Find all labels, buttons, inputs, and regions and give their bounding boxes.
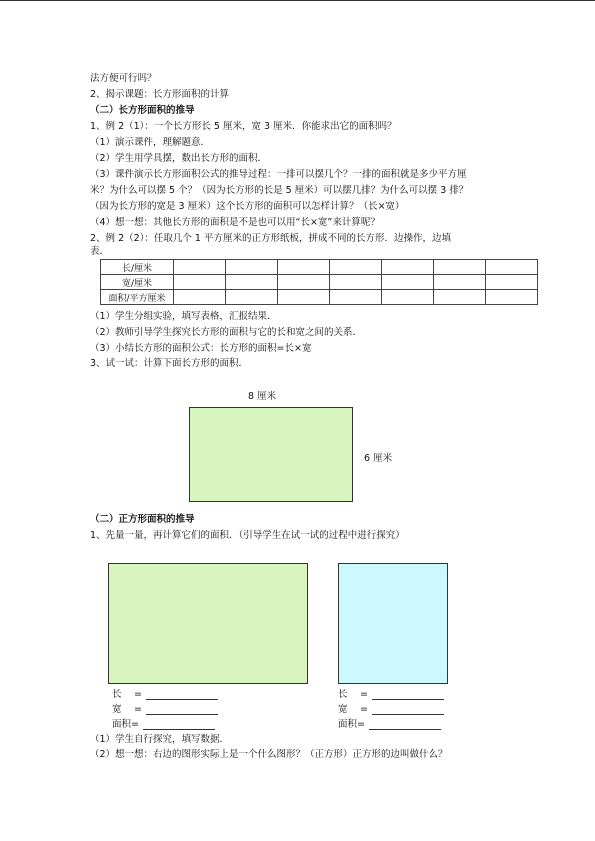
section-heading: （二）正方形面积的推导: [90, 514, 195, 525]
text-line: 法方便可行吗？: [90, 73, 157, 84]
blank-line[interactable]: [369, 719, 441, 730]
text-line: （2）学生用学具摆，数出长方形的面积．: [90, 153, 268, 164]
table-cell[interactable]: [486, 260, 538, 275]
table-cell[interactable]: [382, 290, 434, 305]
top-rule: [0, 0, 595, 1]
field-label: 宽 =: [112, 704, 142, 715]
table-cell[interactable]: [174, 290, 226, 305]
text-line: （2）教师引导学生探究长方形的面积与它的长和宽之间的关系．: [90, 327, 363, 338]
table-cell[interactable]: [174, 260, 226, 275]
rect-width-label: 6 厘米: [364, 453, 393, 464]
text-line: （3）课件演示长方形面积公式的推导过程：一排可以摆几个？一排的面积就是多少平方厘: [90, 169, 467, 180]
blank-line[interactable]: [143, 719, 215, 730]
blank-line[interactable]: [372, 689, 444, 700]
length-field-right: [338, 686, 444, 700]
text-line: 米？为什么可以摆 5 个？（因为长方形的长是 5 厘米）可以摆几排？为什么可以摆 3 排？: [90, 185, 469, 196]
text-line: （因为长方形的宽是 3 厘米）这个长方形的面积可以怎样计算？（长×宽）: [90, 201, 405, 212]
blank-line[interactable]: [146, 704, 218, 715]
table-cell[interactable]: [382, 260, 434, 275]
table-row: [101, 275, 538, 290]
text-line: 2、揭示课题：长方形面积的计算: [90, 89, 230, 100]
table-cell[interactable]: [226, 290, 278, 305]
table-cell[interactable]: [434, 260, 486, 275]
row-header: 宽/厘米: [101, 275, 174, 290]
text-line: 表．: [90, 246, 110, 257]
text-line: 3、试一试：计算下面长方形的面积．: [90, 358, 249, 369]
rectangle-figure: [189, 407, 353, 502]
blank-line[interactable]: [146, 689, 218, 700]
text-line: 1、例 2（1）：一个长方形长 5 厘米，宽 3 厘米．你能求出它的面积吗？: [90, 121, 397, 132]
row-header: 面积/平方厘米: [101, 290, 174, 305]
table-cell[interactable]: [486, 275, 538, 290]
table-cell[interactable]: [330, 290, 382, 305]
row-header: 长/厘米: [101, 260, 174, 275]
table-cell[interactable]: [382, 275, 434, 290]
table-row: [101, 260, 538, 275]
text-line: （2）想一想：右边的图形实际上是一个什么图形？（正方形）正方形的边叫做什么？: [90, 749, 448, 760]
data-table: [100, 259, 538, 305]
text-line: （1）学生分组实验，填写表格，汇报结果．: [90, 311, 277, 322]
left-rectangle-figure: [108, 563, 308, 684]
table-cell[interactable]: [330, 260, 382, 275]
length-field-left: [112, 686, 218, 700]
table-cell[interactable]: [434, 275, 486, 290]
table-cell[interactable]: [226, 275, 278, 290]
table-cell[interactable]: [486, 290, 538, 305]
field-label: 长 =: [112, 689, 142, 700]
table-cell[interactable]: [278, 260, 330, 275]
table-cell[interactable]: [434, 290, 486, 305]
table-cell[interactable]: [278, 290, 330, 305]
rect-length-label: 8 厘米: [248, 391, 277, 402]
table-row: [101, 290, 538, 305]
right-square-figure: [338, 563, 448, 684]
section-heading: （二）长方形面积的推导: [90, 105, 195, 116]
table-cell[interactable]: [330, 275, 382, 290]
field-label: 长 =: [338, 689, 368, 700]
text-line: （1）学生自行探究，填写数据．: [90, 734, 230, 745]
field-label: 面积=: [338, 719, 365, 730]
field-label: 宽 =: [338, 704, 368, 715]
table-cell[interactable]: [174, 275, 226, 290]
field-label: 面积=: [112, 719, 139, 730]
text-line: 2、例 2（2）：任取几个 1 平方厘米的正方形纸板，拼成不同的长方形．边操作，边填: [90, 233, 451, 244]
width-field-right: [338, 701, 444, 715]
text-line: （1）演示课件，理解题意．: [90, 137, 211, 148]
table-cell[interactable]: [278, 275, 330, 290]
area-field-right: [338, 716, 441, 730]
area-field-left: [112, 716, 215, 730]
blank-line[interactable]: [372, 704, 444, 715]
text-line: （3）小结长方形的面积公式：长方形的面积=长×宽: [90, 343, 312, 354]
text-line: （4）想一想：其他长方形的面积是不是也可以用“长×宽”来计算呢？: [90, 217, 380, 228]
table-cell[interactable]: [226, 260, 278, 275]
text-line: 1、先量一量，再计算它们的面积．（引导学生在试一试的过程中进行探究）: [90, 530, 405, 541]
width-field-left: [112, 701, 218, 715]
